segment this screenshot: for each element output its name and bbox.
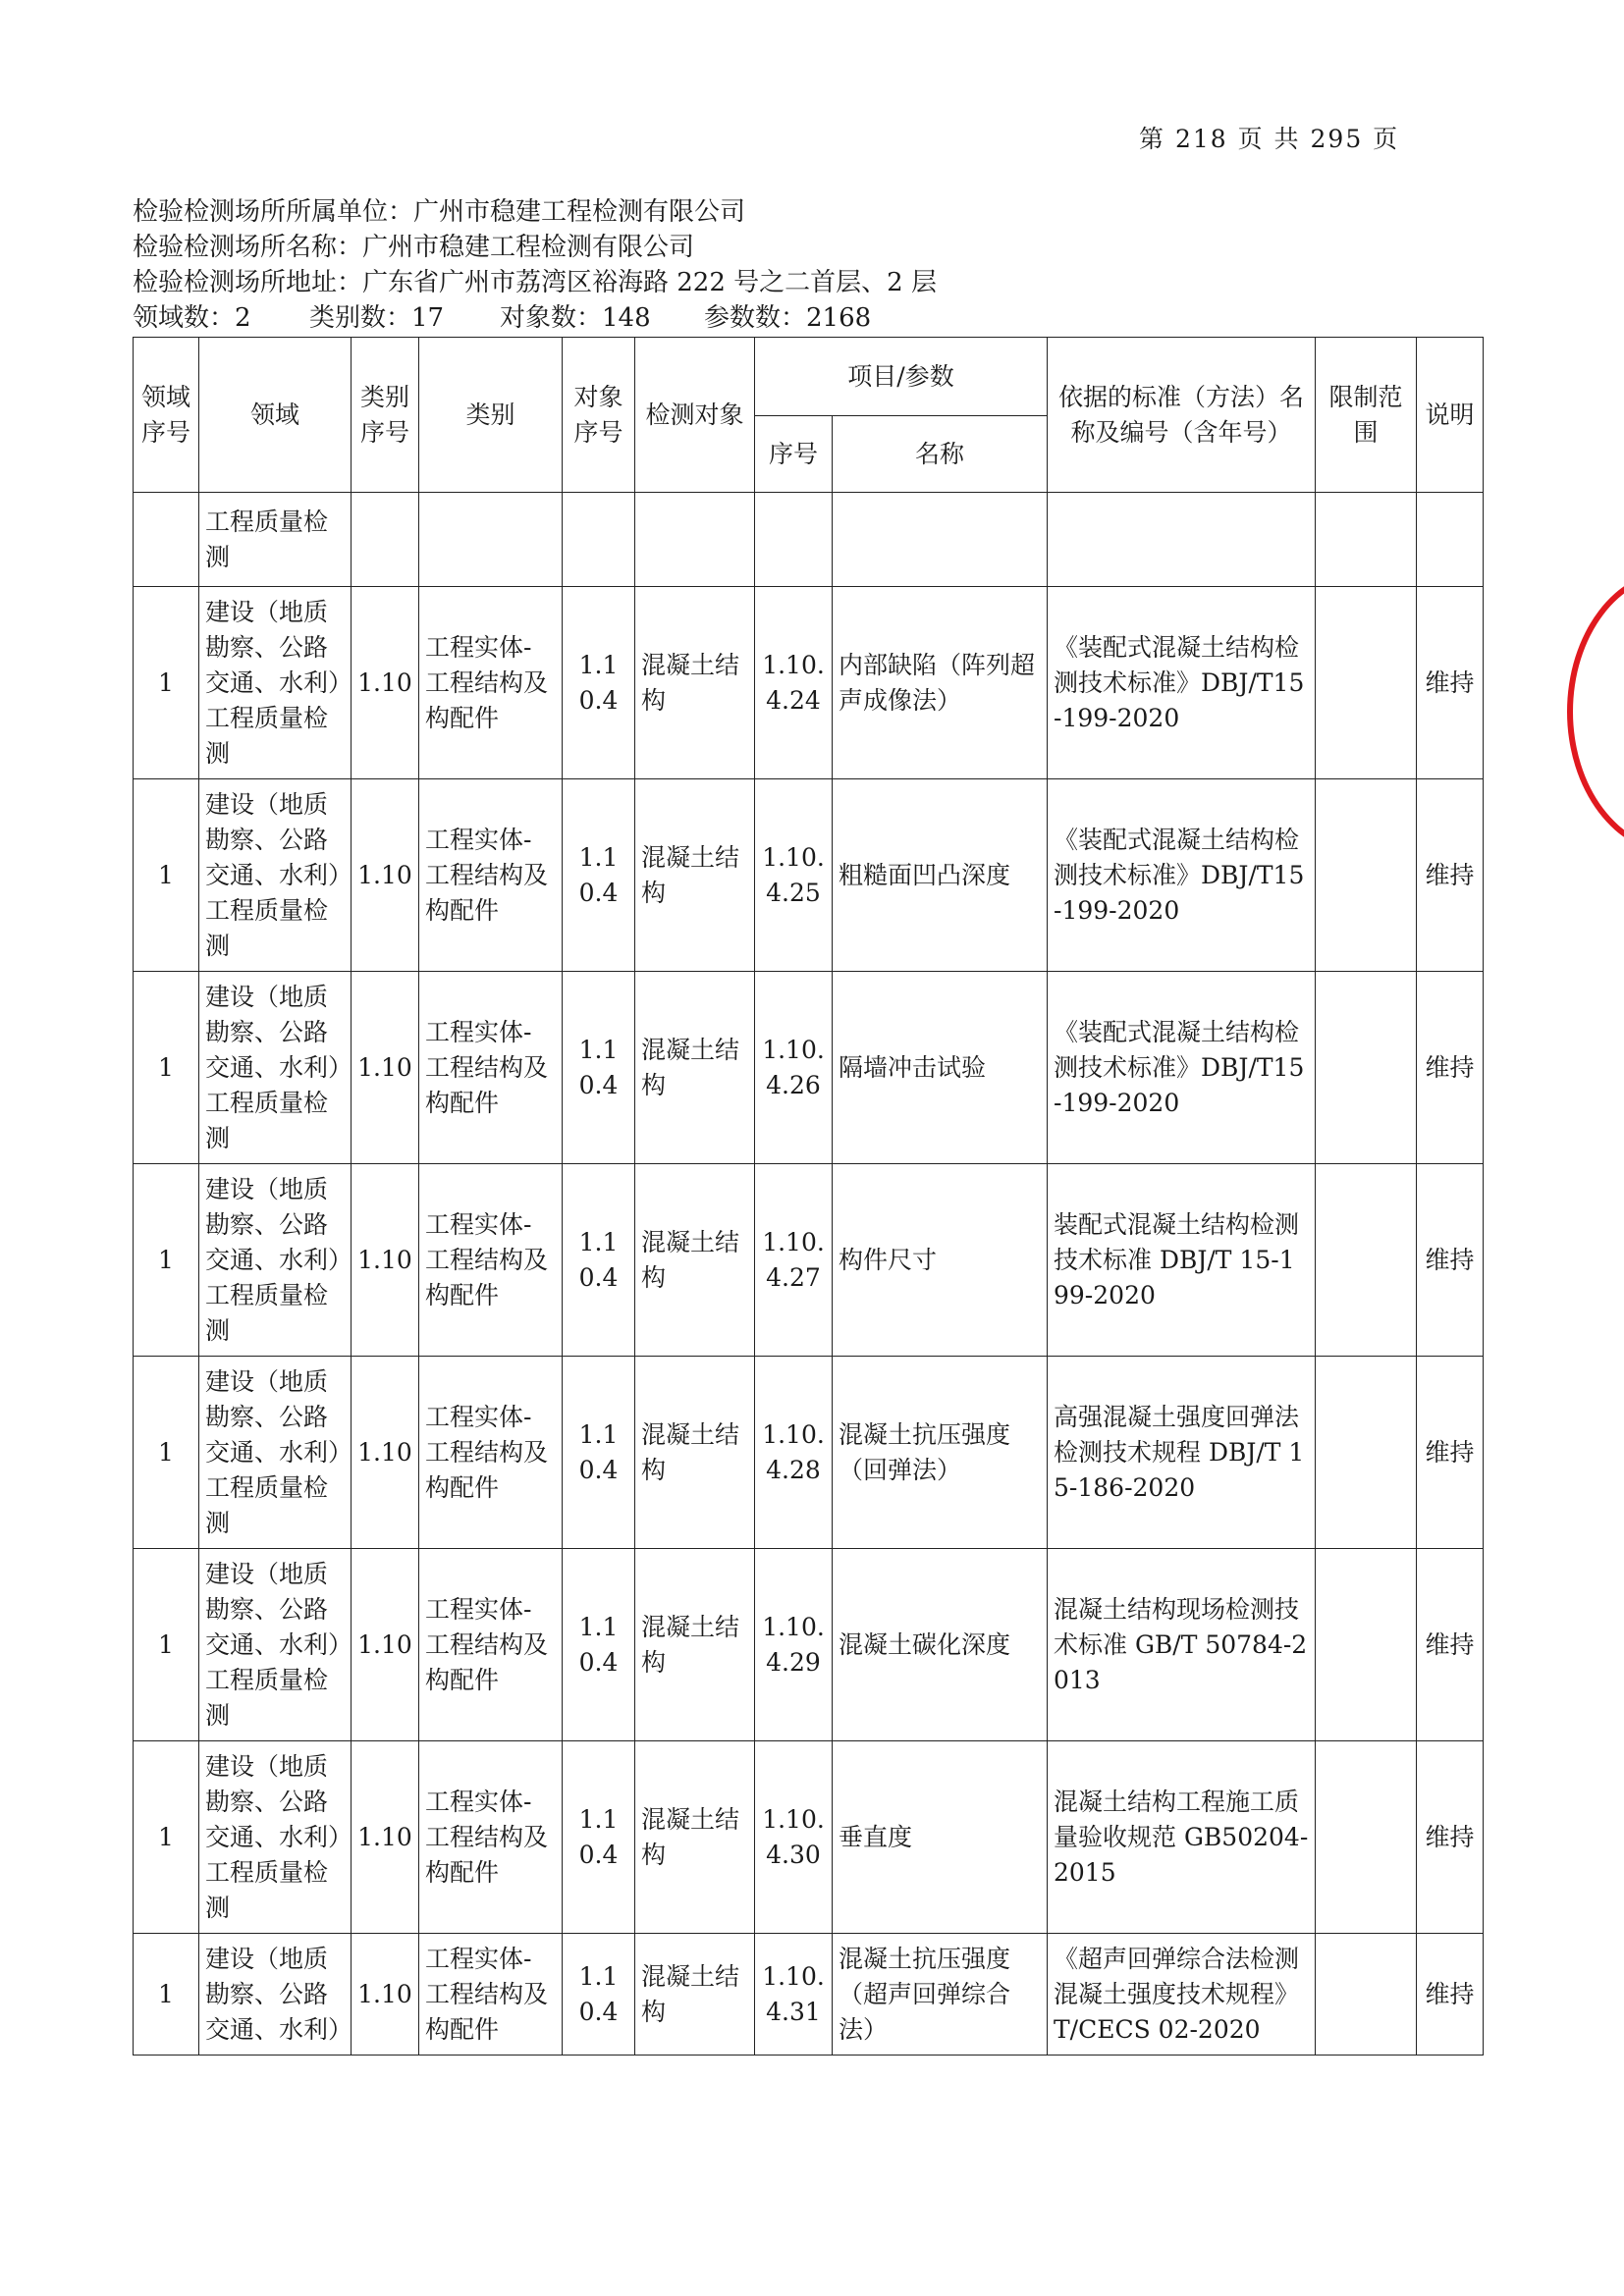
table-row [134,972,1484,1164]
cell-param-no: 1.10.4.30 [755,1741,833,1934]
header-domain: 领域 [199,338,352,493]
cell-param-name: 粗糙面凹凸深度 [833,779,1048,972]
cell-object-no: 1.10.4 [563,779,635,972]
cell-object: 混凝土结构 [635,587,755,779]
cell-domain-no: 1 [134,1357,199,1549]
cell-category-no: 1.10 [352,1164,419,1357]
cell-category-no: 1.10 [352,1357,419,1549]
cell-object-no: 1.10.4 [563,1934,635,2056]
cell-object: 混凝土结构 [635,1357,755,1549]
cell-note: 维持 [1417,972,1484,1164]
table-row [134,1934,1484,2056]
cell-limit [1316,1934,1417,2056]
cell-object: 混凝土结构 [635,972,755,1164]
cell-standard: 《超声回弹综合法检测混凝土强度技术规程》 T/CECS 02-2020 [1048,1934,1316,2056]
cell-object-no: 1.10.4 [563,587,635,779]
cell-note: 维持 [1417,587,1484,779]
cell-standard: 混凝土结构工程施工质量验收规范 GB50204-2015 [1048,1741,1316,1934]
cell-category: 工程实体-工程结构及构配件 [419,1741,563,1934]
cell-standard: 装配式混凝土结构检测技术标准 DBJ/T 15-199-2020 [1048,1164,1316,1357]
cell-category: 工程实体-工程结构及构配件 [419,779,563,972]
table-row [134,1741,1484,1934]
cell-param-name: 隔墙冲击试验 [833,972,1048,1164]
cell-domain: 建设（地质勘察、公路交通、水利）工程质量检测 [199,972,352,1164]
cell-param-no: 1.10.4.31 [755,1934,833,2056]
cell-standard: 《装配式混凝土结构检测技术标准》DBJ/T15-199-2020 [1048,779,1316,972]
cell-object-no: 1.10.4 [563,1549,635,1741]
cell-domain-no: 1 [134,1164,199,1357]
header-param-no: 序号 [755,416,833,493]
cell-note: 维持 [1417,1549,1484,1741]
cell-category-no: 1.10 [352,972,419,1164]
cell-limit [1316,1741,1417,1934]
cell-category: 工程实体-工程结构及构配件 [419,1549,563,1741]
cell-param-name: 内部缺陷（阵列超声成像法） [833,587,1048,779]
cell-param-no: 1.10.4.26 [755,972,833,1164]
cell-note: 维持 [1417,1934,1484,2056]
header-object-no: 对象序号 [563,338,635,493]
cell-standard: 高强混凝土强度回弹法检测技术规程 DBJ/T 15-186-2020 [1048,1357,1316,1549]
site-info [133,194,937,336]
site-unit: 检验检测场所所属单位：广州市稳建工程检测有限公司 [133,197,746,227]
table-header-row [134,338,1484,416]
cell-param-name: 混凝土碳化深度 [833,1549,1048,1741]
site-counts [133,300,937,336]
cell-domain-no: 1 [134,1741,199,1934]
header-object: 检测对象 [635,338,755,493]
cell-object: 混凝土结构 [635,1934,755,2056]
cell-object: 混凝土结构 [635,1549,755,1741]
cell-domain: 建设（地质勘察、公路交通、水利）工程质量检测 [199,1741,352,1934]
cell-limit [1316,1164,1417,1357]
cell-domain-no: 1 [134,587,199,779]
cell-category: 工程实体-工程结构及构配件 [419,972,563,1164]
cell-note: 维持 [1417,1741,1484,1934]
cell-limit [1316,779,1417,972]
table-row [134,1164,1484,1357]
cell-domain-no: 1 [134,972,199,1164]
table-row [134,1357,1484,1549]
cell-domain-no: 1 [134,1934,199,2056]
cell-category-no: 1.10 [352,1934,419,2056]
site-name: 检验检测场所名称：广州市稳建工程检测有限公司 [133,233,695,262]
cell-object-no: 1.10.4 [563,1164,635,1357]
cell-param-name: 混凝土抗压强度（回弹法） [833,1357,1048,1549]
cell-domain-no: 1 [134,1549,199,1741]
cell-domain: 工程质量检测 [199,493,352,587]
cell-param-no: 1.10.4.25 [755,779,833,972]
cell-param-name: 构件尺寸 [833,1164,1048,1357]
cell-category: 工程实体-工程结构及构配件 [419,1934,563,2056]
cell-param-name: 垂直度 [833,1741,1048,1934]
cell-category-no: 1.10 [352,587,419,779]
cell-param-no: 1.10.4.28 [755,1357,833,1549]
official-seal [1567,569,1624,854]
cell-domain-no [134,493,199,587]
cell-standard: 《装配式混凝土结构检测技术标准》DBJ/T15-199-2020 [1048,587,1316,779]
cell-object-no: 1.10.4 [563,1357,635,1549]
capability-table [133,337,1484,2056]
cell-category-no: 1.10 [352,1741,419,1934]
page-number: 第 218 页 共 295 页 [1139,125,1400,153]
cell-category: 工程实体-工程结构及构配件 [419,587,563,779]
header-standard: 依据的标准（方法）名称及编号（含年号） [1048,338,1316,493]
cell-param-no: 1.10.4.27 [755,1164,833,1357]
cell-domain: 建设（地质勘察、公路交通、水利）工程质量检测 [199,587,352,779]
domain-count: 领域数：2 [133,303,251,333]
param-count: 参数数：2168 [704,303,872,333]
table-row [134,1549,1484,1741]
cell-category-no: 1.10 [352,1549,419,1741]
cell-param-no: 1.10.4.29 [755,1549,833,1741]
site-address: 检验检测场所地址：广东省广州市荔湾区裕海路 222 号之二首层、2 层 [133,268,937,297]
cell-object-no: 1.10.4 [563,1741,635,1934]
cell-param-name: 混凝土抗压强度（超声回弹综合法） [833,1934,1048,2056]
cell-domain: 建设（地质勘察、公路交通、水利）工程质量检测 [199,1549,352,1741]
cell-object: 混凝土结构 [635,1164,755,1357]
header-limit: 限制范围 [1316,338,1417,493]
header-category: 类别 [419,338,563,493]
cell-note: 维持 [1417,779,1484,972]
cell-limit [1316,587,1417,779]
table-row [134,493,1484,587]
cell-limit [1316,972,1417,1164]
cell-param-no: 1.10.4.24 [755,587,833,779]
cell-object-no: 1.10.4 [563,972,635,1164]
header-category-no: 类别序号 [352,338,419,493]
cell-standard: 《装配式混凝土结构检测技术标准》DBJ/T15-199-2020 [1048,972,1316,1164]
table-row [134,587,1484,779]
cell-domain: 建设（地质勘察、公路交通、水利）工程质量检测 [199,1357,352,1549]
cell-domain-no: 1 [134,779,199,972]
cell-category: 工程实体-工程结构及构配件 [419,1357,563,1549]
header-item-param: 项目/参数 [755,338,1048,416]
cell-domain: 建设（地质勘察、公路交通、水利） [199,1934,352,2056]
cell-limit [1316,1549,1417,1741]
cell-limit [1316,1357,1417,1549]
cell-object: 混凝土结构 [635,779,755,972]
cell-domain: 建设（地质勘察、公路交通、水利）工程质量检测 [199,1164,352,1357]
cell-object: 混凝土结构 [635,1741,755,1934]
table-row [134,779,1484,972]
header-domain-no: 领域序号 [134,338,199,493]
object-count: 对象数：148 [500,303,651,333]
cell-domain: 建设（地质勘察、公路交通、水利）工程质量检测 [199,779,352,972]
cell-standard: 混凝土结构现场检测技术标准 GB/T 50784-2013 [1048,1549,1316,1741]
cell-note: 维持 [1417,1164,1484,1357]
category-count: 类别数：17 [309,303,445,333]
cell-category: 工程实体-工程结构及构配件 [419,1164,563,1357]
header-param-name: 名称 [833,416,1048,493]
cell-category-no: 1.10 [352,779,419,972]
cell-note: 维持 [1417,1357,1484,1549]
header-note: 说明 [1417,338,1484,493]
